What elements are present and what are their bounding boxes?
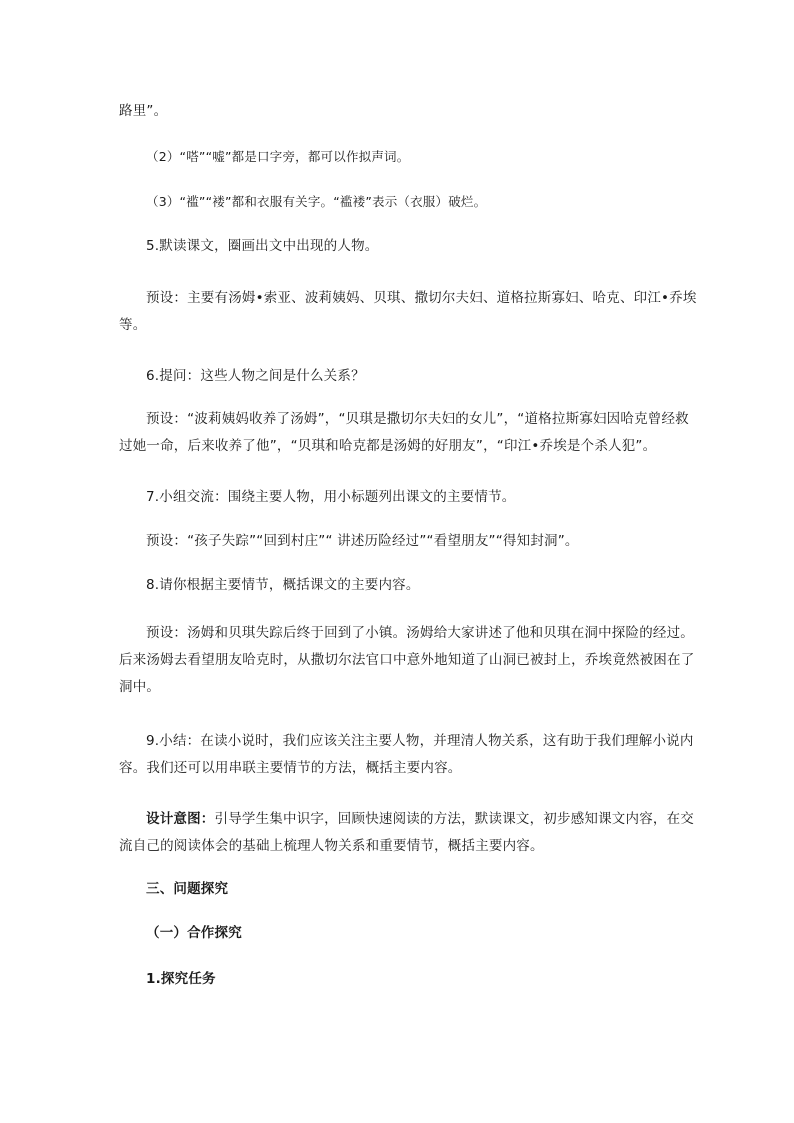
paragraph-continuation: 路里”。 [119,103,168,119]
step-8: 8.请你根据主要情节，概括课文的主要内容。 [146,577,420,593]
paragraph-note-3: （3）“褴”“褛”都和衣服有关字。“褴褛”表示（衣服）破烂。 [146,194,487,209]
step-6-answer: 预设：“波莉姨妈收养了汤姆”，“贝琪是撒切尔夫妇的女儿”，“道格拉斯寡妇因哈克曾经救过她一命，后来收养了他”，“贝琪和哈克都是汤姆的好朋友”，“印江•乔埃是个杀人犯”。 [119,411,689,454]
subsection-heading-1: （一）合作探究 [146,925,242,941]
step-8-answer: 预设：汤姆和贝琪失踪后终于回到了小镇。汤姆给大家讲述了他和贝琪在洞中探险的经过。后来汤姆去看望朋友哈克时，从撒切尔法官口中意外地知道了山洞已被封上，乔埃竟然被困在了洞中。 [119,625,695,695]
step-9-summary: 9.小结：在读小说时，我们应该关注主要人物，并理清人物关系，这有助于我们理解小说内容。我们还可以用串联主要情节的方法，概括主要内容。 [119,733,694,776]
step-6: 6.提问：这些人物之间是什么关系？ [146,368,365,384]
task-heading-1: 1.探究任务 [146,971,216,987]
design-intent-body: 引导学生集中识字，回顾快速阅读的方法，默读课文，初步感知课文内容，在交流自己的阅读体会的基础上梳理人物关系和重要情节，概括主要内容。 [119,811,694,854]
section-heading-3: 三、问题探究 [146,881,229,897]
design-intent [119,806,699,860]
step-5: 5.默读课文，圈画出文中出现的人物。 [146,238,379,254]
design-intent-label: 设计意图： [146,811,215,827]
paragraph-note-2: （2）“嗒”“嘘”都是口字旁，都可以作拟声词。 [146,149,410,164]
step-5-answer: 预设：主要有汤姆•索亚、波莉姨妈、贝琪、撒切尔夫妇、道格拉斯寡妇、哈克、印江•乔埃等。 [119,290,697,333]
step-7-answer: 预设：“孩子失踪”“回到村庄”“ 讲述历险经过”“看望朋友”“得知封洞”。 [146,533,579,549]
step-7: 7.小组交流：围绕主要人物，用小标题列出课文的主要情节。 [146,489,516,505]
